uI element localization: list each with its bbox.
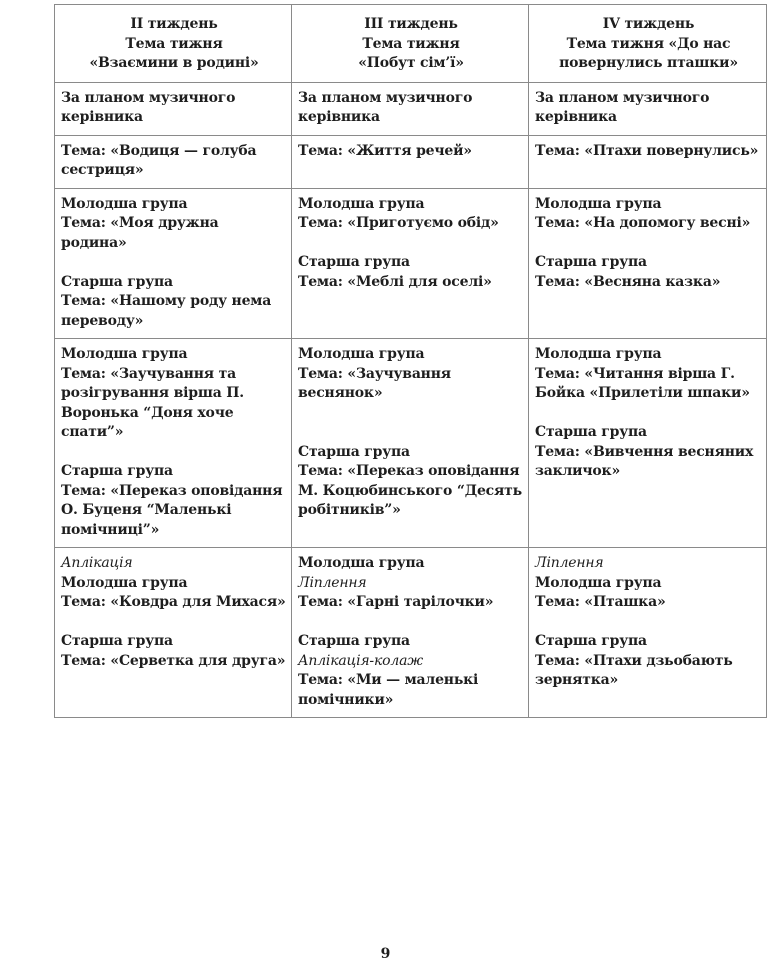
music-cell: За планом музичного керівника: [292, 82, 529, 135]
group-label: Молодша група: [61, 346, 188, 362]
topic-text: Тема: «Ми — маленькі помічники»: [298, 672, 479, 708]
group-label: Молодша група: [61, 574, 188, 591]
theme-title: «Взаємини в родині»: [89, 55, 259, 71]
header-row: [55, 5, 767, 83]
group-label: Старша група: [535, 254, 647, 270]
music-cell: За планом музичного керівника: [55, 82, 292, 135]
header-week-2: [55, 5, 292, 83]
table-row: [55, 548, 767, 718]
activity-label: Аплікація: [61, 555, 133, 571]
theme-cell: Тема: «Життя речей»: [292, 135, 529, 188]
group-label: Молодша група: [535, 195, 662, 212]
group-label: Старша група: [298, 443, 410, 460]
header-week-3: [292, 5, 529, 83]
table-row: [55, 82, 767, 135]
topic-text: Тема: «Приготуємо обід»: [298, 215, 499, 231]
table-row: [55, 339, 767, 548]
group-label: Молодша група: [298, 346, 425, 362]
activity-label: Ліплення: [298, 574, 367, 591]
group-cell: [529, 339, 767, 548]
week-label: IV тиждень: [602, 16, 695, 32]
table-row: [55, 135, 767, 188]
activity-label: Ліплення: [535, 555, 604, 571]
group-label: Старша група: [61, 463, 173, 479]
topic-text: Тема: «Пташка»: [535, 594, 666, 610]
topic-text: Тема: «Птахи дзьобають зернятка»: [535, 652, 733, 688]
group-label: Старша група: [535, 424, 647, 440]
topic-text: Тема: «Читання вірша Г. Бойка «Прилетіли шпаки»: [535, 365, 750, 401]
week-label: II тиждень: [130, 16, 218, 32]
group-label: Молодша група: [298, 195, 425, 212]
week-label: III тиждень: [364, 16, 458, 32]
group-cell: [55, 188, 292, 339]
topic-text: Тема: «Заучування веснянок»: [298, 365, 451, 401]
header-week-4: [529, 5, 767, 83]
topic-text: Тема: «Весняна казка»: [535, 273, 721, 290]
group-label: Старша група: [61, 273, 173, 290]
page-number: 9: [380, 946, 391, 962]
topic-text: Тема: «На допомогу весні»: [535, 215, 751, 231]
topic-text: Тема: «Нашому роду нема переводу»: [61, 293, 272, 329]
group-cell: [55, 339, 292, 548]
theme-label: Тема тижня: [125, 35, 223, 52]
group-label: Молодша група: [535, 574, 662, 591]
theme-label: Тема тижня: [362, 35, 460, 52]
group-cell: [292, 188, 529, 339]
group-cell: [292, 548, 529, 718]
topic-text: Тема: «Заучування та розігрування вірша П. Воронька “Доня хоче спати”»: [61, 365, 244, 440]
group-label: Молодша група: [535, 346, 662, 362]
music-cell: За планом музичного керівника: [529, 82, 767, 135]
group-cell: [529, 188, 767, 339]
group-cell: [292, 339, 529, 548]
group-label: Старша група: [535, 633, 647, 649]
topic-text: Тема: «Серветка для друга»: [61, 652, 286, 669]
topic-text: Тема: «Переказ оповідання М. Коцюбинського “Десять робітників”»: [298, 463, 522, 518]
theme-cell: Тема: «Водиця — голуба сестриця»: [55, 135, 292, 188]
activity-label: Аплікація-колаж: [298, 652, 423, 669]
group-label: Старша група: [61, 633, 173, 649]
theme-cell: Тема: «Птахи повернулись»: [529, 135, 767, 188]
topic-text: Тема: «Ковдра для Михася»: [61, 594, 286, 610]
group-cell: [55, 548, 292, 718]
group-label: Молодша група: [298, 555, 425, 571]
topic-text: Тема: «Переказ оповідання О. Буценя “Маленькі помічниці”»: [61, 482, 283, 538]
topic-text: Тема: «Меблі для оселі»: [298, 273, 492, 290]
plan-table: [54, 4, 767, 718]
table-row: [55, 188, 767, 339]
theme-title: повернулись пташки»: [559, 55, 738, 71]
group-label: Молодша група: [61, 195, 188, 212]
group-label: Старша група: [298, 254, 410, 270]
topic-text: Тема: «Вивчення весняних закличок»: [535, 443, 754, 479]
theme-label: Тема тижня «До нас: [566, 35, 731, 52]
topic-text: Тема: «Гарні тарілочки»: [298, 594, 494, 610]
theme-title: «Побут сім’ї»: [358, 55, 464, 71]
group-cell: [529, 548, 767, 718]
topic-text: Тема: «Моя дружна родина»: [61, 215, 219, 251]
group-label: Старша група: [298, 633, 410, 649]
